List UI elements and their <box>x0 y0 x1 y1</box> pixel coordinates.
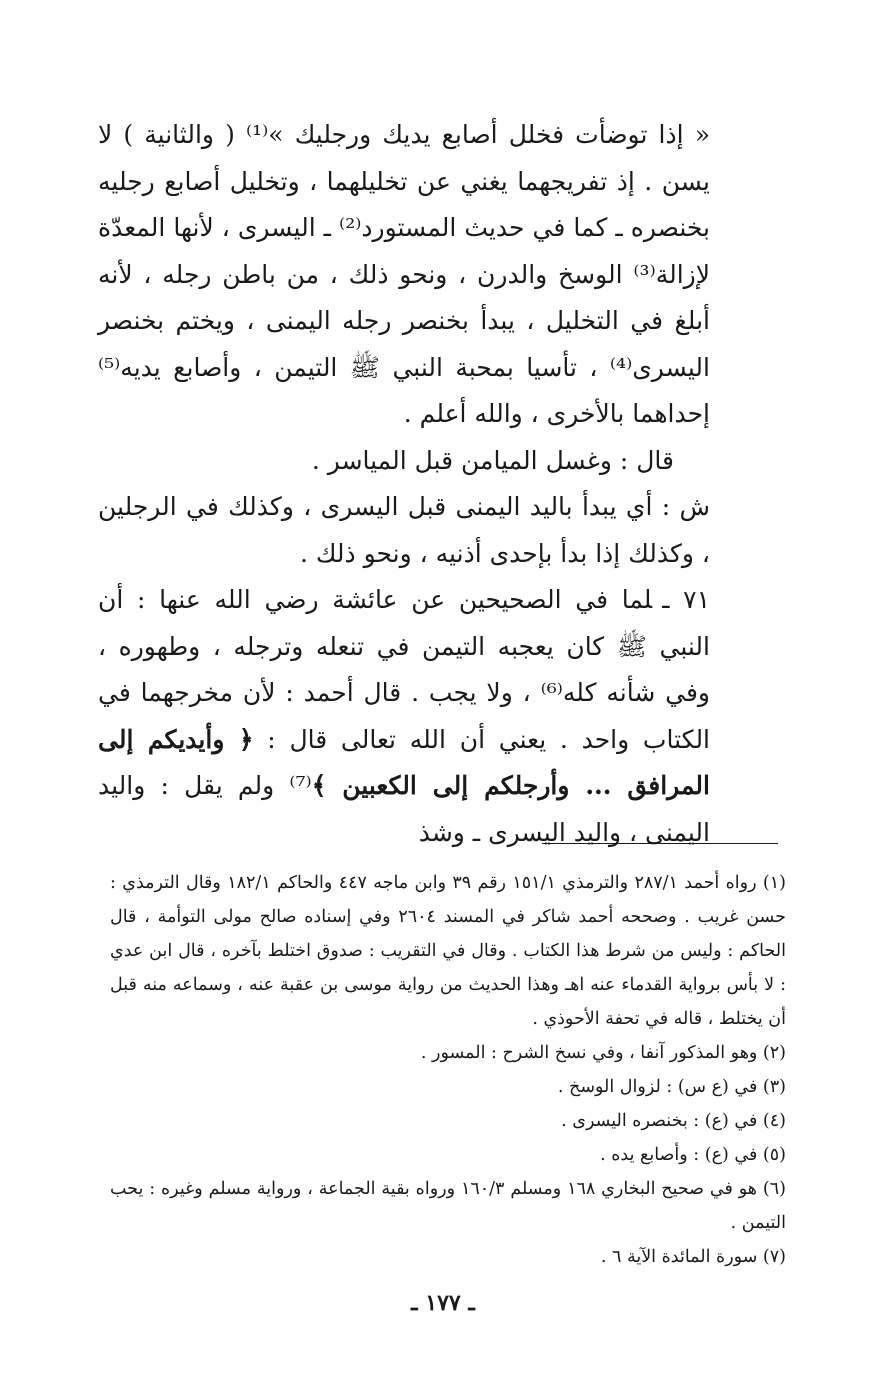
footnote-5: (٥) في (ع) : وأصابع يده . <box>600 1145 786 1165</box>
paragraph-qala: قال : وغسل الميامن قبل المياسر . <box>311 445 674 475</box>
footnotes <box>110 866 786 1274</box>
entry-number: ٧١ ـ <box>662 585 710 614</box>
footnote-separator <box>542 843 778 844</box>
entry-text-1: لما في الصحيحين عن عائشة رضي الله عنها : أن النبي ﷺ كان يعجبه التيمن في تنعله وترجله ، وطهوره ، وفي شأنه كله⁽⁶⁾ ، ولا يجب . قال أحمد : لأن مخرجهما في الكتاب واحد . يعني أن الله تعالى قال : <box>98 585 711 754</box>
paragraph-takhlil: « إذا توضأت فخلل أصابع يديك ورجليك »⁽¹⁾ ( والثانية ) لا يسن . إذ تفريجهما يغني عن تخليلهما ، وتخليل أصابع رجليه بخنصره ـ كما في حديث المستورد⁽²⁾ ـ اليسرى ، لأنها المعدّة لإزالة⁽³⁾ الوسخ والدرن ، ونحو ذلك ، من باطن رجله ، لأنه أبلغ في التخليل ، يبدأ بخنصر رجله اليمنى ، ويختم بخنصر اليسرى⁽⁴⁾ ، تأسيا بمحبة النبي ﷺ التيمن ، وأصابع يديه⁽⁵⁾ إحداهما بالأخرى ، والله أعلم . <box>98 120 710 428</box>
footnote-3: (٣) في (ع س) : لزوال الوسخ . <box>557 1077 786 1097</box>
quran-verse: ﴿ وأيديكم إلى المرافق ... وأرجلكم إلى الكعبين ﴾ <box>98 724 710 800</box>
footnote-6: (٦) هو في صحيح البخاري ١٦٨ ومسلم ١٦٠/٣ ورواه بقية الجماعة ، ورواية مسلم وغيره : يحب التيمن . <box>110 1179 786 1233</box>
footnote-7: (٧) سورة المائدة الآية ٦ . <box>600 1247 786 1267</box>
entry-text-2: ⁽⁷⁾ ولم يقل : واليد اليمنى ، واليد اليسرى ـ وشذ <box>98 771 710 847</box>
paragraph-sharh: ش : أي يبدأ باليد اليمنى قبل اليسرى ، وكذلك في الرجلين ، وكذلك إذا بدأ بإحدى أذنيه ، ونحو ذلك . <box>98 492 710 568</box>
entry-71 <box>98 577 710 856</box>
page-number: ـ ١٧٧ ـ <box>411 1290 475 1316</box>
footnote-4: (٤) في (ع) : بخنصره اليسرى . <box>561 1111 786 1131</box>
footnote-1: (١) رواه أحمد ٢٨٧/١ والترمذي ١٥١/١ رقم ٣٩ وابن ماجه ٤٤٧ والحاكم ١٨٢/١ وقال الترمذي : حسن غريب . وصححه أحمد شاكر في المسند ٢٦٠٤ وفي إسناده صالح مولى التوأمة ، قال الحاكم : وليس من شرط هذا الكتاب . وقال في التقريب : صدوق اختلط بآخره ، قال ابن عدي : لا بأس برواية القدماء عنه اهـ وهذا الحديث من رواية موسى بن عقبة عنه ، وسماعه منه قبل أن يختلط ، قاله في تحفة الأحوذي . <box>110 873 786 1029</box>
main-text <box>98 112 710 856</box>
footnote-2: (٢) وهو المذكور آنفا ، وفي نسخ الشرح : المسور . <box>420 1043 786 1063</box>
